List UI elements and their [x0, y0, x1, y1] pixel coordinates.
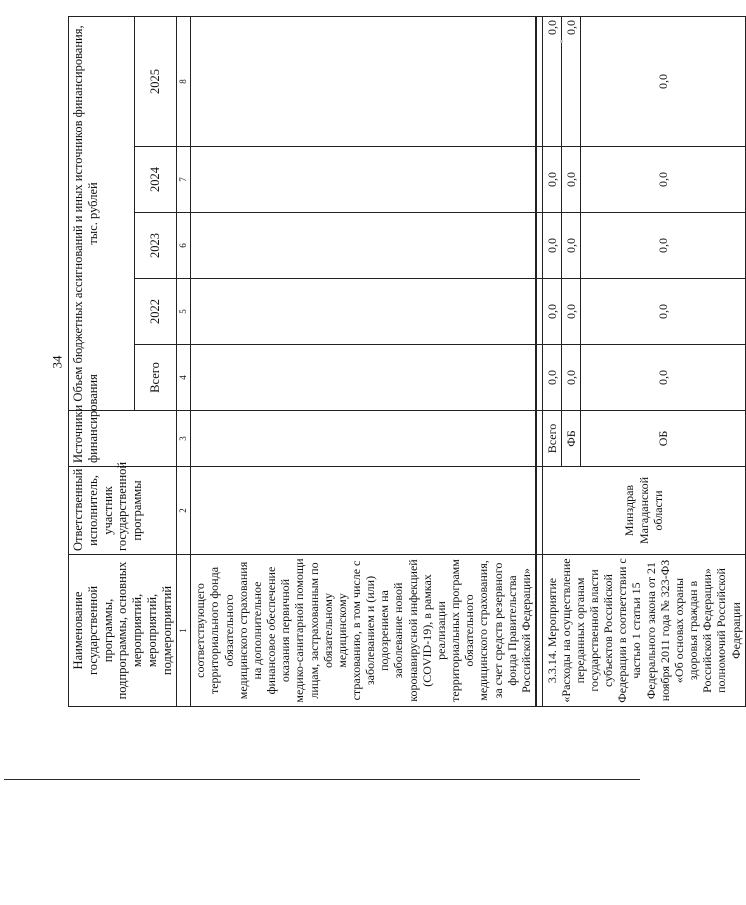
header-sources: Источники финансирования	[69, 411, 177, 467]
value-cell: 0,0	[580, 345, 745, 411]
empty-cell	[191, 16, 536, 146]
empty-cell	[191, 213, 536, 279]
header-total: Всего	[135, 345, 177, 411]
empty-cell	[191, 467, 536, 555]
source-label: ФБ	[561, 411, 580, 467]
value-cell: 0,0	[561, 147, 580, 213]
source-label: Всего	[542, 411, 561, 467]
value-cell: 0,0	[542, 279, 561, 345]
value-cell: 0,0	[580, 147, 745, 213]
value-cell: 0,0	[542, 213, 561, 279]
empty-cell	[191, 279, 536, 345]
value-cell: 0,0	[580, 213, 745, 279]
continued-description: соответствующего территориального фонда обязательного медицинского страхования на дополнительное финансовое обеспечение оказания первичной медико-санитарной помощи лицам, застрахованным по обязательному медицинскому страхованию, в том числе с заболеванием и (или) подозрением на заболевание новой коронавирусной инфекцией (COVID-19), в рамках реализации территориальных программ обязательного медицинского страхования, за счет средств резервного фонда Правительства Российской Федерации»	[191, 555, 536, 707]
source-label: ОБ	[580, 411, 745, 467]
value-cell: 0,0	[542, 147, 561, 213]
column-number: 4	[177, 345, 191, 411]
scan-speck	[560, 40, 563, 43]
value-cell: 0,0	[561, 279, 580, 345]
header-executor: Ответственный исполнитель, участник государственной программы	[69, 467, 177, 555]
measure-executor: Минздрав Магаданской области	[542, 467, 745, 555]
column-number: 7	[177, 147, 191, 213]
funding-table	[68, 16, 746, 707]
value-cell: 0,0	[542, 345, 561, 411]
rotated-table-page	[68, 17, 743, 707]
header-year: 2023	[135, 213, 177, 279]
header-year: 2025	[135, 16, 177, 146]
value-cell: 0,0	[580, 16, 745, 146]
value-cell: 0,0	[561, 345, 580, 411]
measure-description: 3.3.14. Мероприятие «Расходы на осуществление переданных органам государственной власти субъектов Российской Федерации в соответствии с частью 1 статьи 15 Федерального закона от 21 ноября 2011 года № 323-ФЗ «Об основах охраны здоровья граждан в Российской Федерации» полномочий Российской Федерации	[542, 555, 745, 707]
page-edge-line	[4, 779, 640, 780]
column-number: 8	[177, 16, 191, 146]
continued-row	[191, 16, 536, 706]
column-number: 6	[177, 213, 191, 279]
value-cell: 0,0	[542, 16, 561, 146]
measure-row-total	[542, 16, 561, 706]
value-cell: 0,0	[561, 213, 580, 279]
column-number: 1	[177, 555, 191, 707]
header-volume: Объем бюджетных ассигнований и иных источников финансирования, тыс. рублей	[69, 16, 135, 410]
page-number: 34	[49, 355, 65, 369]
header-name: Наименование государственной программы, подпрограммы, основных мероприятий, мероприятий, подмероприятий	[69, 555, 177, 707]
column-number: 5	[177, 279, 191, 345]
column-number-row	[177, 16, 191, 706]
value-cell: 0,0	[561, 16, 580, 146]
header-year: 2024	[135, 147, 177, 213]
empty-cell	[191, 345, 536, 411]
empty-cell	[191, 411, 536, 467]
value-cell: 0,0	[580, 279, 745, 345]
column-number: 2	[177, 467, 191, 555]
header-year: 2022	[135, 279, 177, 345]
column-number: 3	[177, 411, 191, 467]
empty-cell	[191, 147, 536, 213]
